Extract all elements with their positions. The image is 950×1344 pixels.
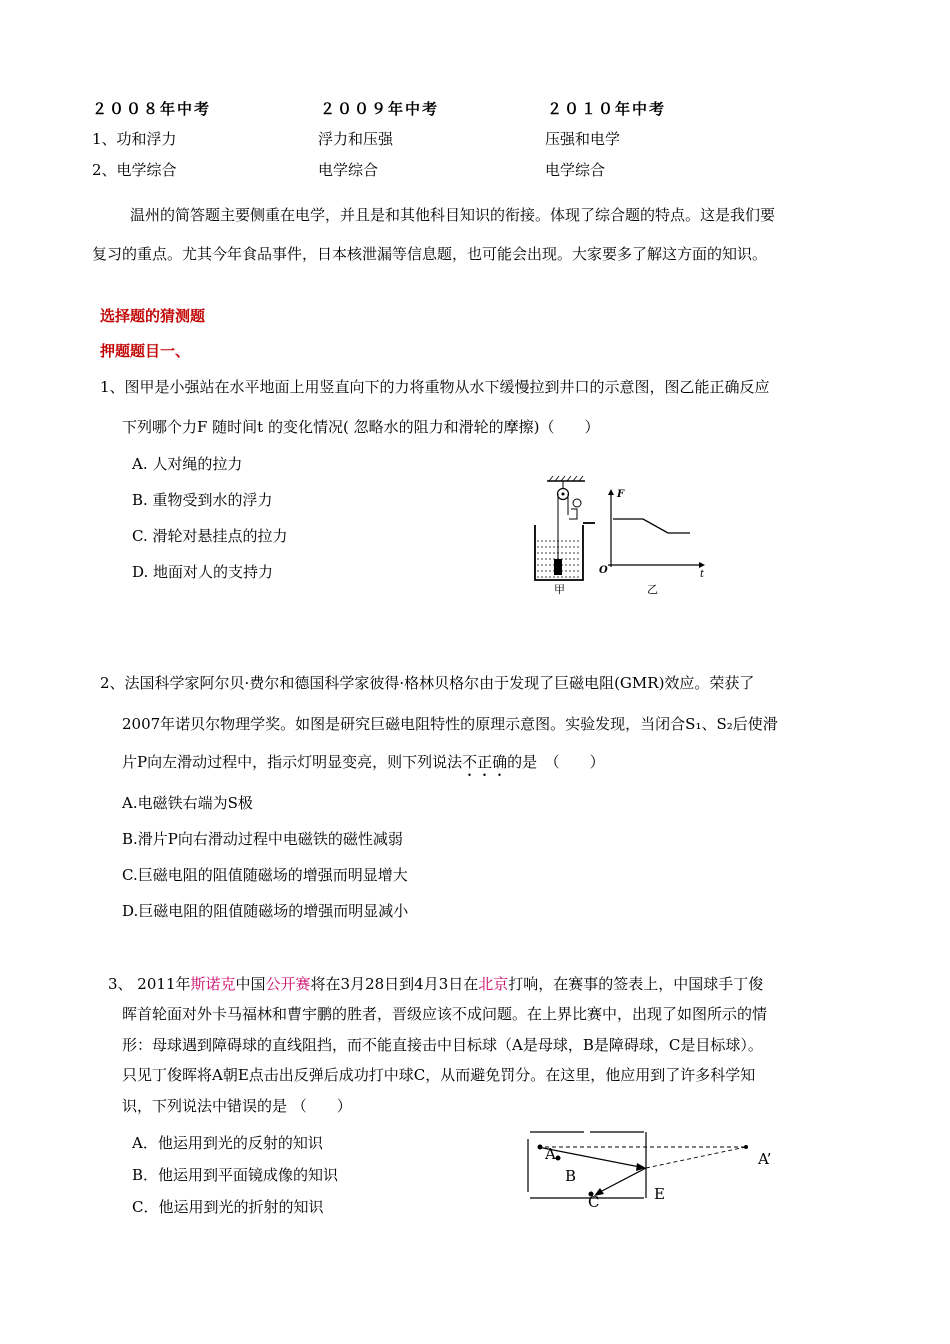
q3-stem-line: 晖首轮面对外卡马福林和曹宇鹏的胜者，晋级应该不成问题。在上界比赛中，出现了如图所示的情 bbox=[122, 1005, 768, 1023]
table-header-2010: ２０１０年中考 bbox=[547, 100, 667, 118]
q3-link-open[interactable]: 公开赛 bbox=[265, 975, 311, 993]
ball-a-label: A bbox=[545, 1145, 556, 1163]
q1-option-b: B. 重物受到水的浮力 bbox=[132, 491, 273, 509]
q3-text: 中国 bbox=[235, 975, 266, 993]
q3-link-snooker[interactable]: 斯诺克 bbox=[190, 975, 236, 993]
axis-t-label: t bbox=[700, 569, 705, 580]
table-cell: 压强和电学 bbox=[545, 130, 621, 148]
q3-option-b: B．他运用到平面镜成像的知识 bbox=[132, 1166, 339, 1184]
table-header-2009: ２００９年中考 bbox=[320, 100, 440, 118]
q3-stem-line: 识，下列说法中错误的是 （ ） bbox=[122, 1097, 352, 1115]
q2-option-d: D.巨磁电阻的阻值随磁场的增强而明显减小 bbox=[122, 902, 409, 920]
q1-option-a: A. 人对绳的拉力 bbox=[132, 455, 243, 473]
q3-text: 3、 2011年 bbox=[108, 975, 191, 993]
q1-figure bbox=[525, 475, 725, 600]
ball-b-label: B bbox=[565, 1167, 577, 1185]
q3-stem-line: 形：母球遇到障碍球的直线阻挡，而不能直接击中目标球（A是母球，B是障碍球，C是目标球）。 bbox=[122, 1036, 763, 1054]
q3-figure bbox=[520, 1122, 790, 1222]
q3-text: 打响，在赛事的签表上，中国球手丁俊 bbox=[508, 975, 764, 993]
figure-label-jia: 甲 bbox=[554, 583, 565, 596]
table-cell: 电学综合 bbox=[318, 161, 379, 179]
q2-option-c: C.巨磁电阻的阻值随磁场的增强而明显增大 bbox=[122, 866, 408, 884]
subsection-title: 押题题目一、 bbox=[100, 342, 191, 360]
table-cell: 1、功和浮力 bbox=[92, 130, 177, 148]
table-cell: 电学综合 bbox=[545, 161, 606, 179]
table-header-2008: ２００８年中考 bbox=[92, 100, 212, 118]
q1-option-c: C. 滑轮对悬挂点的拉力 bbox=[132, 527, 288, 545]
q3-stem-line: 只见丁俊晖将A朝E点击出反弹后成功打中球C，从而避免罚分。在这里，他应用到了许多科学知 bbox=[122, 1066, 756, 1084]
table-cell: 浮力和压强 bbox=[318, 130, 394, 148]
q2-stem-line: 2007年诺贝尔物理学奖。如图是研究巨磁电阻特性的原理示意图。实验发现，当闭合S₁、S₂后使滑 bbox=[122, 715, 778, 733]
q2-stem-post: 的是 （ ） bbox=[507, 753, 605, 771]
q1-stem-line: 1、图甲是小强站在水平地面上用竖直向下的力将重物从水下缓慢拉到井口的示意图，图乙能正确反应 bbox=[100, 378, 770, 396]
q2-option-a: A.电磁铁右端为S极 bbox=[122, 794, 253, 812]
point-e-label: E bbox=[654, 1185, 665, 1203]
section-title: 选择题的猜测题 bbox=[100, 307, 206, 325]
table-cell: 2、电学综合 bbox=[92, 161, 177, 179]
q1-option-d: D. 地面对人的支持力 bbox=[132, 563, 274, 581]
q3-option-a: A．他运用到光的反射的知识 bbox=[132, 1134, 323, 1152]
q2-option-b: B.滑片P向右滑动过程中电磁铁的磁性减弱 bbox=[122, 830, 403, 848]
intro-line: 温州的简答题主要侧重在电学，并且是和其他科目知识的衔接。体现了综合题的特点。这是我们要 bbox=[130, 206, 776, 224]
axis-f-label: F bbox=[617, 489, 625, 500]
q2-emphasis: 不正确 bbox=[462, 753, 508, 771]
figure-label-yi: 乙 bbox=[647, 583, 658, 596]
q3-link-beijing[interactable]: 北京 bbox=[478, 975, 509, 993]
q2-stem-pre: 片P向左滑动过程中，指示灯明显变亮，则下列说法 bbox=[122, 753, 463, 771]
origin-label: O bbox=[599, 565, 608, 576]
q2-stem-line bbox=[122, 751, 605, 780]
q3-text: 将在3月28日到4月3日在 bbox=[310, 975, 479, 993]
q3-option-c: C．他运用到光的折射的知识 bbox=[132, 1198, 324, 1216]
point-a-prime-label: A’ bbox=[758, 1150, 772, 1168]
q3-stem-line bbox=[108, 973, 763, 994]
intro-line: 复习的重点。尤其今年食品事件，日本核泄漏等信息题，也可能会出现。大家要多了解这方面的知识。 bbox=[92, 245, 768, 263]
q1-stem-line: 下列哪个力F 随时间t 的变化情况( 忽略水的阻力和滑轮的摩擦)（ ） bbox=[122, 418, 600, 436]
ball-c-label: C bbox=[588, 1193, 600, 1211]
q2-stem-line: 2、法国科学家阿尔贝·费尔和德国科学家彼得·格林贝格尔由于发现了巨磁电阻(GMR)效应。荣获了 bbox=[100, 674, 755, 692]
